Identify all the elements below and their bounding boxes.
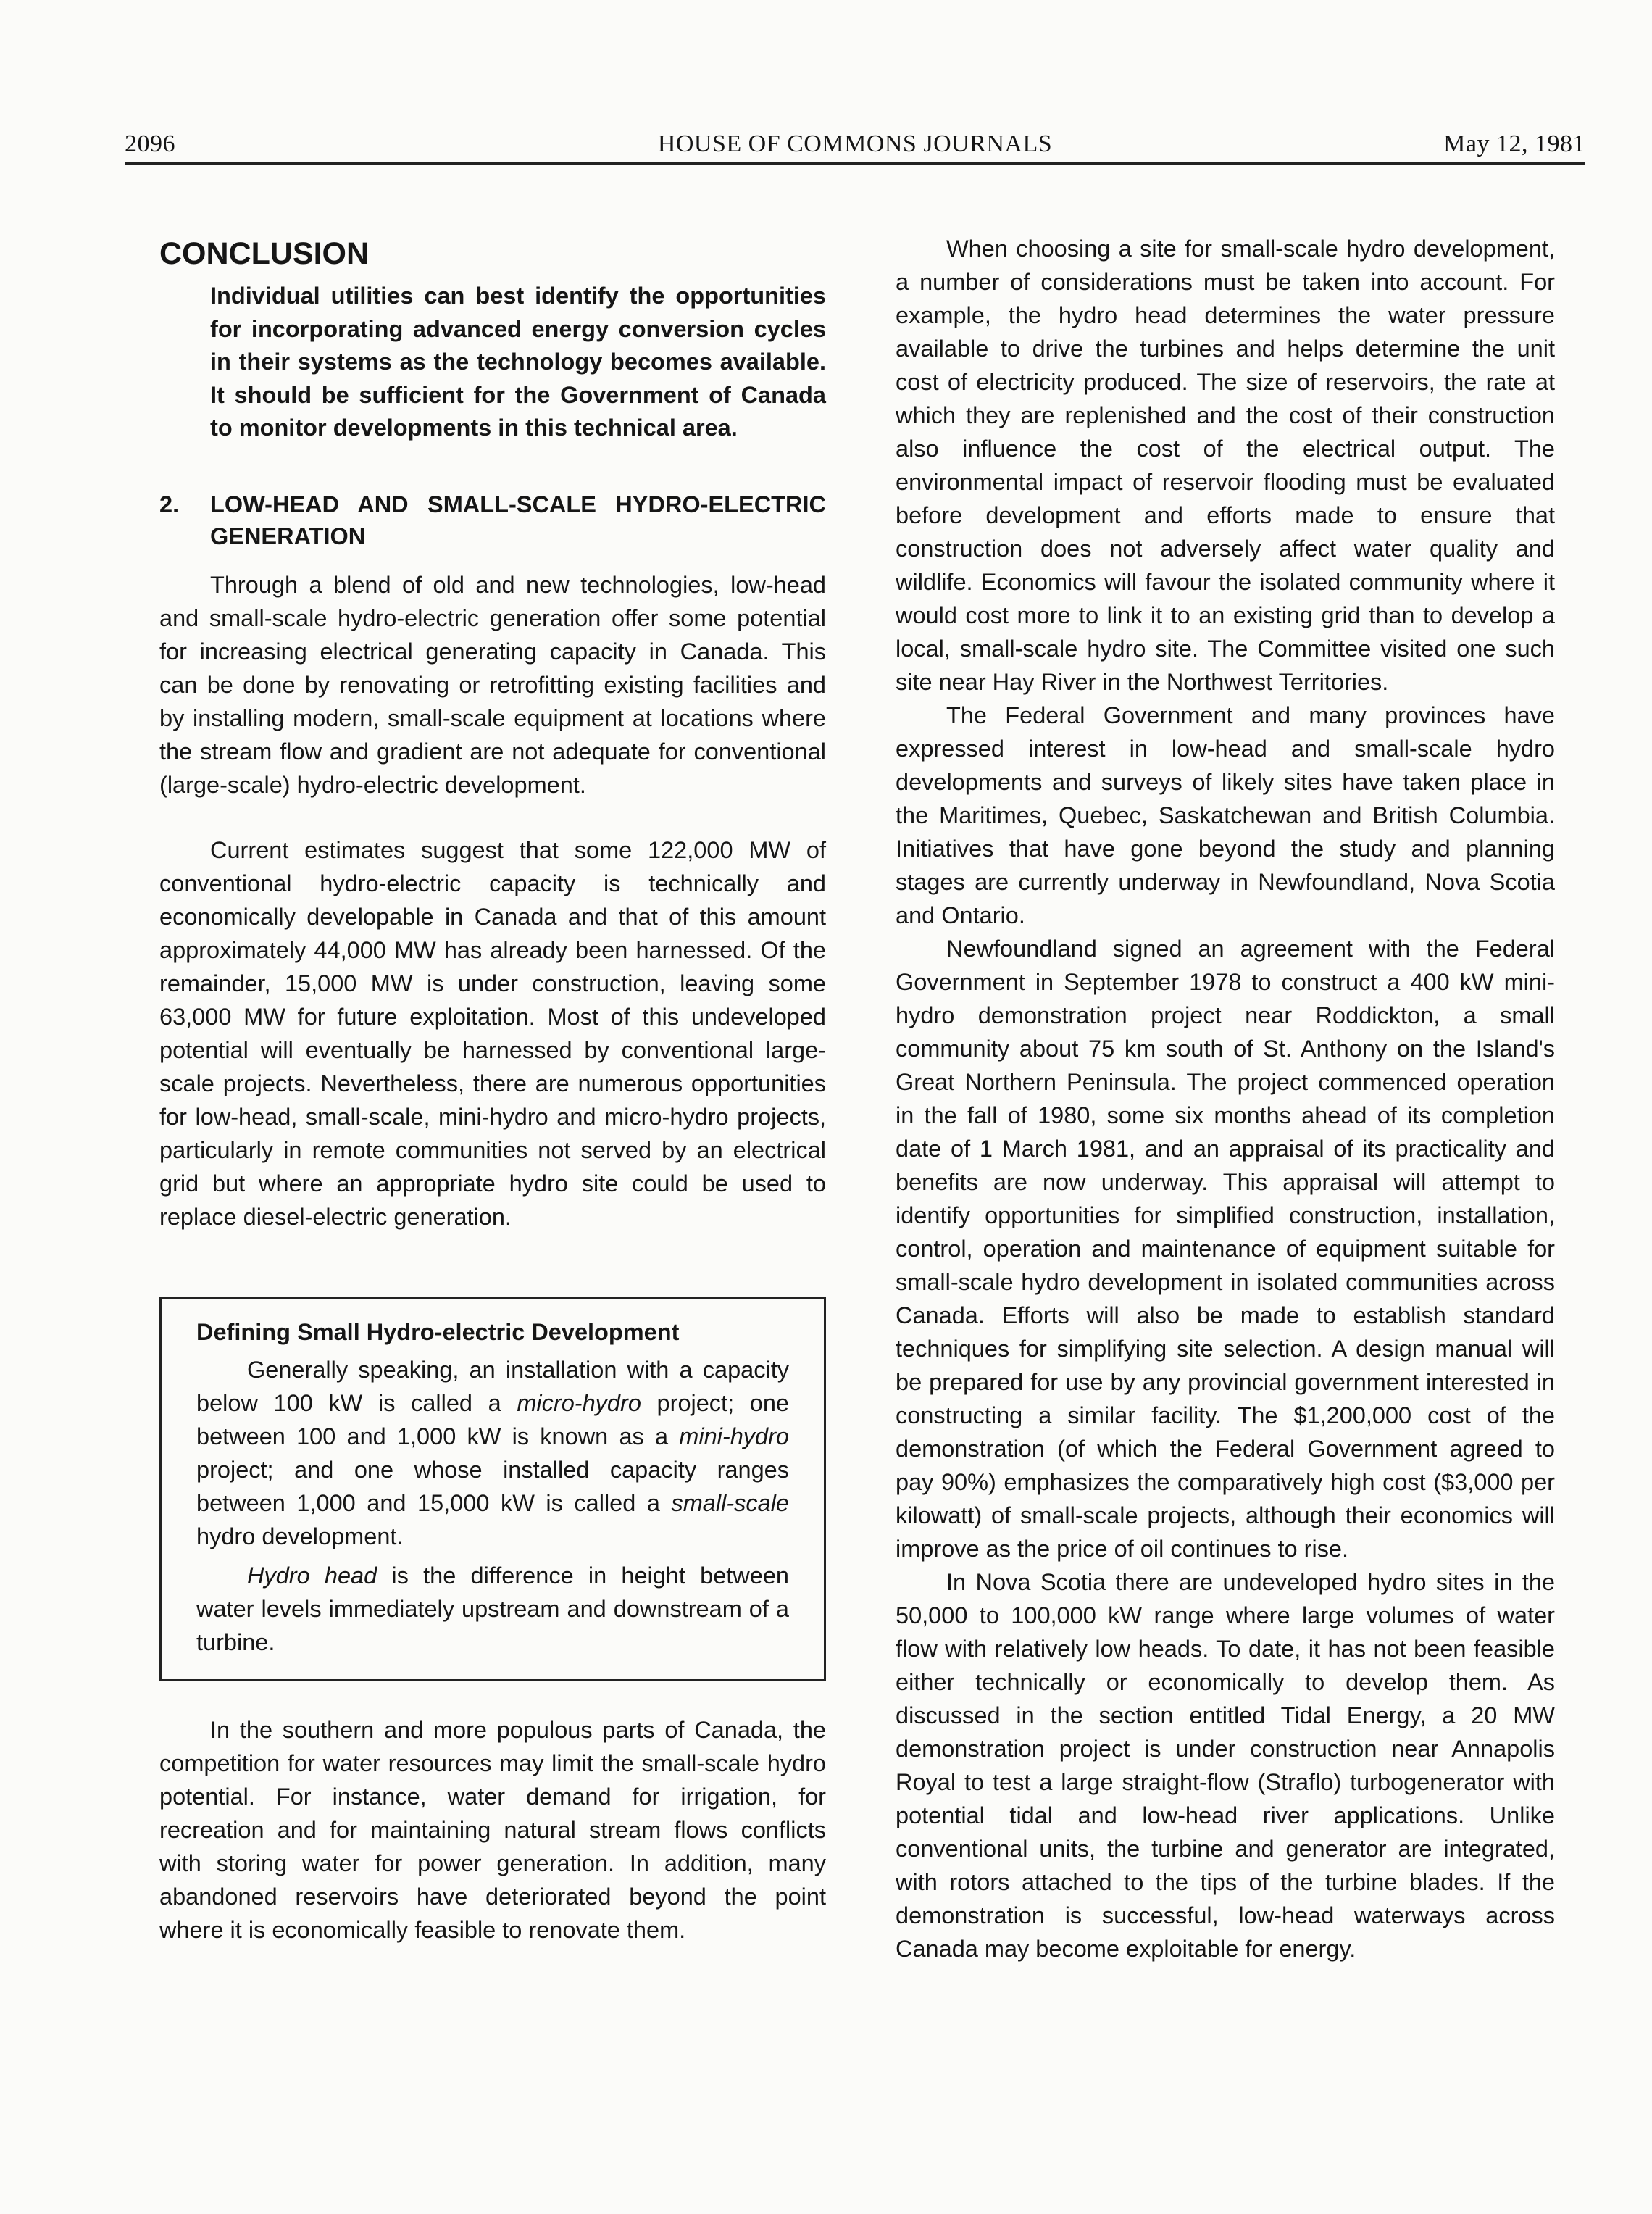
left-paragraph-1: Through a blend of old and new technologies, low-head and small-scale hydro-electric generation offer some potential for increasing electrical generating capacity in Canada. This can be done by renovating or retrofitting existing facilities and by installing modern, small-scale equipment at locations where the stream flow and gradient are not adequate for conventional (large-scale) hydro-electric development. (159, 571, 826, 798)
definition-paragraph-1 (196, 1353, 789, 1553)
definition-paragraph-2 (196, 1559, 789, 1659)
def-text-d: hydro development. (196, 1523, 404, 1549)
conclusion-heading: CONCLUSION (159, 236, 370, 271)
def-text-e: is the difference in height between water levels immediately upstream and downstream of a turbine. (196, 1562, 790, 1655)
definition-box (159, 1297, 826, 1681)
right-paragraph-3: Newfoundland signed an agreement with the Federal Government in September 1978 to construct a 400 kW mini-hydro demonstration project near Roddickton, a small community about 75 km south of St. Anthony on the Island's Great Northern Peninsula. The project commenced operation in the fall of 1980, some six months ahead of its completion date of 1 March 1981, and an appraisal of its practicality and benefits are now underway. This appraisal will attempt to identify opportunities for simplified construction, installation, control, operation and maintenance of equipment suitable for small-scale hydro development in isolated communities across Canada. Efforts will also be made to establish standard techniques for simplifying site selection. A design manual will be prepared for use by any provincial government interested in constructing a similar facility. The $1,200,000 cost of the demonstration (of which the Federal Government agreed to pay 90%) emphasizes the comparatively high cost ($3,000 per kilowatt) of small-scale projects, although their economics will improve as the price of oil continues to rise. (896, 936, 1555, 1562)
term-small-scale: small-scale (671, 1489, 789, 1516)
right-paragraph-1: When choosing a site for small-scale hydro development, a number of considerations must be taken into account. For example, the hydro head determines the water pressure available to drive the turbines and helps determine the unit cost of electricity produced. The size of reservoirs, the rate at which they are replenished and the cost of their construction also influence the cost of the electrical output. The environmental impact of reservoir flooding must be evaluated before development and efforts made to ensure that construction does not adversely affect water quality and wildlife. Economics will favour the isolated community where it would cost more to link it to an existing grid than to develop a local, small-scale hydro site. The Committee visited one such site near Hay River in the Northwest Territories. (896, 236, 1555, 695)
def-text-a: Generally speaking, an installation with a capacity below 100 kW is called a (196, 1356, 789, 1416)
def-text-b: project; one between 100 and 1,000 kW is known as a (196, 1389, 789, 1449)
right-column (896, 232, 1555, 1965)
section-title: LOW-HEAD AND SMALL-SCALE HYDRO-ELECTRIC GENERATION (210, 491, 826, 549)
right-paragraph-4: In Nova Scotia there are undeveloped hydro sites in the 50,000 to 100,000 kW range where large volumes of water flow with relatively low heads. To date, it has not been feasible either technically or economically to develop them. As discussed in the section entitled Tidal Energy, a 20 MW demonstration project is under construction near Annapolis Royal to test a large straight-flow (Straflo) turbogenerator with potential tidal and low-head river applications. Unlike conventional units, the turbine and generator are integrated, with rotors attached to the tips of the turbine blades. If the demonstration is successful, low-head waterways across Canada may become exploitable for energy. (896, 1569, 1555, 1962)
page-number: 2096 (125, 130, 175, 157)
def-text-c: project; and one whose installed capacity ranges between 1,000 and 15,000 kW is called a (196, 1456, 789, 1516)
section-number: 2. (159, 491, 180, 517)
section-heading (159, 488, 826, 552)
left-paragraph-3: In the southern and more populous parts of Canada, the competition for water resources may limit the small-scale hydro potential. For instance, water demand for irrigation, for recreation and for maintaining natural stream flows conflicts with storing water for power generation. In addition, many abandoned reservoirs have deteriorated beyond the point where it is economically feasible to renovate them. (159, 1716, 826, 1943)
term-micro-hydro: micro-hydro (517, 1389, 641, 1416)
right-paragraph-2: The Federal Government and many provinces have expressed interest in low-head and small-scale hydro developments and surveys of likely sites have taken place in the Maritimes, Quebec, Saskatchewan and British Columbia. Initiatives that have gone beyond the study and planning stages are currently underway in Newfoundland, Nova Scotia and Ontario. (896, 702, 1555, 928)
left-column (159, 232, 826, 1947)
left-paragraph-2: Current estimates suggest that some 122,000 MW of conventional hydro-electric capacity is technically and economically developable in Canada and that of this amount approximately 44,000 MW has already been harnessed. Of the remainder, 15,000 MW is under construction, leaving some 63,000 MW for future exploitation. Most of this undeveloped potential will eventually be harnessed by conventional large-scale projects. Nevertheless, there are numerous opportunities for low-head, small-scale, mini-hydro and micro-hydro projects, particularly in remote communities not served by an electrical grid but where an appropriate hydro site could be used to replace diesel-electric generation. (159, 836, 826, 1230)
conclusion-text: Individual utilities can best identify the opportunities for incorporating advanced energy conversion cycles in their systems as the technology becomes available. It should be sufficient for the Government of Canada to monitor developments in this technical area. (210, 283, 826, 441)
term-hydro-head: Hydro head (247, 1562, 377, 1589)
definition-box-title: Defining Small Hydro-electric Development (196, 1318, 680, 1345)
running-head (125, 128, 1585, 165)
term-mini-hydro: mini-hydro (679, 1423, 789, 1449)
journal-title: HOUSE OF COMMONS JOURNALS (657, 130, 1053, 157)
journal-date: May 12, 1981 (1443, 130, 1585, 157)
